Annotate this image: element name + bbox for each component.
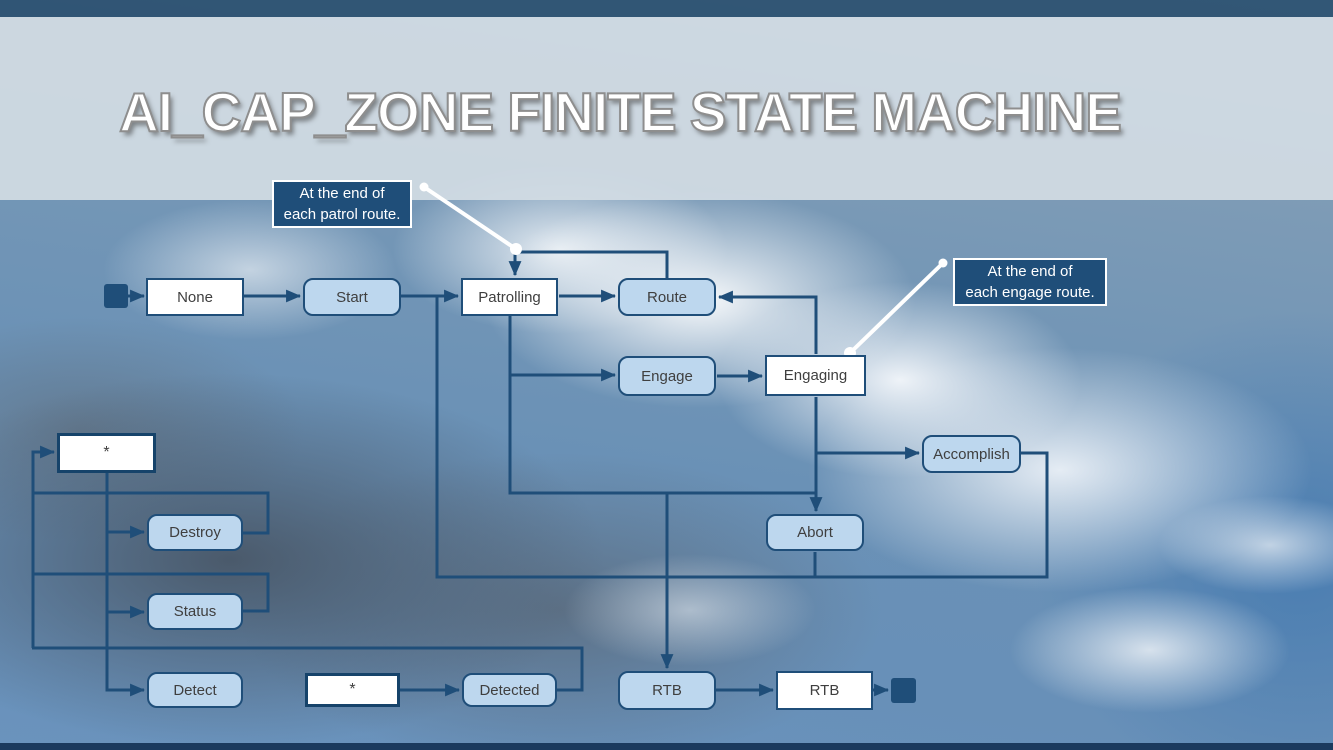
- state-destroy: [147, 514, 243, 551]
- callout-leader-lines: [420, 183, 948, 360]
- state-label: Start: [336, 288, 368, 306]
- state-patrolling: [461, 278, 558, 316]
- state-label: *: [349, 681, 356, 698]
- state-wildcard-left: [57, 433, 156, 473]
- state-label: Detect: [173, 681, 217, 699]
- callout-line: each patrol route.: [283, 206, 401, 223]
- state-label: Detected: [479, 681, 540, 699]
- state-engaging: [765, 355, 866, 396]
- state-start: [303, 278, 401, 316]
- top-navy-strip: [0, 0, 1333, 17]
- state-label: Route: [646, 288, 688, 306]
- state-engage: [618, 356, 716, 396]
- initial-state-marker: [104, 284, 128, 308]
- callout-patrol-route: [272, 180, 412, 228]
- callout-line: At the end of: [987, 263, 1073, 280]
- slide-title: AI_CAP_ZONE FINITE STATE MACHINE: [119, 81, 1121, 143]
- state-status: [147, 593, 243, 630]
- state-rtb-final: [776, 671, 873, 710]
- state-label: Abort: [797, 524, 833, 541]
- state-detect: [147, 672, 243, 708]
- bottom-navy-strip: [0, 743, 1333, 750]
- final-state-marker: [891, 678, 916, 703]
- state-label: Patrolling: [478, 288, 541, 306]
- state-label: Accomplish: [933, 445, 1010, 463]
- state-label: Destroy: [169, 524, 221, 541]
- state-route: [618, 278, 716, 316]
- state-none: [146, 278, 244, 316]
- state-label: Engaging: [783, 367, 848, 384]
- state-label: None: [177, 288, 213, 306]
- callout-line: At the end of: [299, 185, 385, 202]
- state-wildcard-bottom: [305, 673, 400, 707]
- callout-engage-route: [953, 258, 1107, 306]
- state-label: *: [103, 444, 110, 461]
- state-accomplish: [922, 435, 1021, 473]
- state-label: RTB: [809, 682, 840, 699]
- state-label: RTB: [652, 682, 682, 699]
- state-detected: [462, 673, 557, 707]
- state-label: Engage: [641, 367, 693, 385]
- state-label: Status: [173, 603, 217, 620]
- state-abort: [766, 514, 864, 551]
- state-rtb: [618, 671, 716, 710]
- callout-line: each engage route.: [965, 284, 1095, 301]
